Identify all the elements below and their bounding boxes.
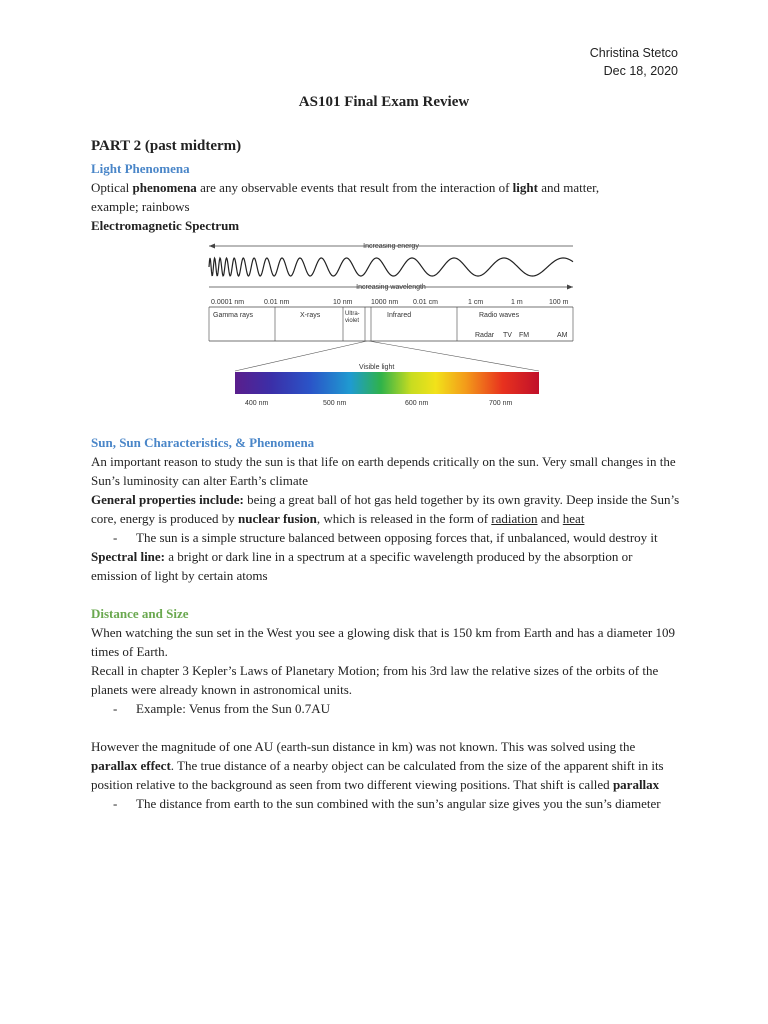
scale-label-8: 100 m — [549, 299, 569, 306]
part-heading: PART 2 (past midterm) — [91, 138, 242, 154]
energy-arrow-head — [209, 244, 215, 249]
distance-paragraph-1: When watching the sun set in the West you see a glowing disk that is 150 km from Earth and has a diameter 109 times of Earth. — [91, 625, 675, 659]
scale-label-3: 10 nm — [333, 299, 353, 306]
author-name: Christina Stetco — [589, 46, 678, 60]
document-title: AS101 Final Exam Review — [298, 94, 470, 110]
sun-bullet — [113, 528, 681, 547]
visible-tick-700: 700 nm — [489, 400, 513, 407]
light-phenomena-heading: Light Phenomena — [91, 161, 190, 176]
bullet-dash: - — [113, 701, 118, 716]
scale-label-5: 0.01 cm — [413, 299, 438, 306]
sun-heading: Sun, Sun Characteristics, & Phenomena — [91, 435, 315, 450]
general-properties-paragraph: General properties include: being a great ball of hot gas held together by its own gravity. Deep inside the Sun’s core, energy is produced by nuclear fusion, which is released in the form of radiation and heat — [91, 492, 680, 526]
visible-tick-500: 500 nm — [323, 400, 347, 407]
radio-tv: TV — [503, 332, 512, 339]
wavelength-label: Increasing wavelength — [356, 284, 426, 291]
diameter-bullet-text: The distance from earth to the sun combined with the sun’s angular size gives you the sun’s diameter — [136, 796, 661, 811]
visible-zoom-right — [369, 341, 539, 371]
document-body — [91, 137, 681, 813]
bullet-dash: - — [113, 530, 118, 545]
radio-radar: Radar — [475, 332, 495, 339]
document-date: Dec 18, 2020 — [603, 64, 678, 78]
visible-tick-400: 400 nm — [245, 400, 269, 407]
band-radio: Radio waves — [479, 312, 520, 319]
visible-spectrum-bar — [235, 372, 539, 394]
energy-label: Increasing energy — [363, 243, 419, 250]
scale-label-4: 1000 nm — [371, 299, 399, 306]
band-ultraviolet-1: Ultra- — [345, 311, 360, 317]
sun-bullet-text: The sun is a simple structure balanced between opposing forces that, if unbalanced, would destroy it — [136, 530, 658, 545]
distance-size-heading: Distance and Size — [91, 606, 189, 621]
radio-fm: FM — [519, 332, 530, 339]
band-ultraviolet-2: violet — [345, 318, 360, 324]
wave-curve — [209, 258, 573, 276]
scale-label-6: 1 cm — [468, 299, 484, 306]
band-infrared: Infrared — [387, 312, 412, 319]
scale-label-1: 0.0001 nm — [211, 299, 245, 306]
band-gamma: Gamma rays — [213, 312, 254, 319]
em-spectrum-figure — [91, 235, 681, 433]
band-xrays: X-rays — [300, 312, 321, 319]
wavelength-arrow-head — [567, 285, 573, 290]
light-paragraph: Optical phenomena are any observable events that result from the interaction of light and matter, example; rainbows — [91, 180, 600, 214]
spectral-line-paragraph: Spectral line: a bright or dark line in a spectrum at a specific wavelength produced by the absorption or emission of light by certain atoms — [91, 549, 633, 583]
venus-bullet — [113, 699, 681, 718]
visible-zoom-left — [235, 341, 367, 371]
parallax-paragraph: However the magnitude of one AU (earth-sun distance in km) was not known. This was solved using the parallax effect. The true distance of a nearby object can be calculated from the size of the apparent shift in its position relative to the background as seen from two different viewing positions. That shift is called parallax — [91, 739, 664, 792]
scale-label-2: 0.01 nm — [264, 299, 290, 306]
visible-tick-600: 600 nm — [405, 400, 429, 407]
diameter-bullet — [113, 794, 681, 813]
em-spectrum-heading: Electromagnetic Spectrum — [91, 218, 240, 233]
radio-am: AM — [557, 332, 568, 339]
distance-paragraph-2: Recall in chapter 3 Kepler’s Laws of Planetary Motion; from his 3rd law the relative sizes of the orbits of the planets were already known in astronomical units. — [91, 663, 659, 697]
document-header — [590, 44, 678, 80]
sun-paragraph: An important reason to study the sun is that life on earth depends critically on the sun. Very small changes in the Sun’s luminosity can alter Earth’s climate — [91, 454, 676, 488]
venus-bullet-text: Example: Venus from the Sun 0.7AU — [136, 701, 331, 716]
scale-label-7: 1 m — [511, 299, 523, 306]
em-spectrum-diagram — [205, 243, 577, 423]
visible-label: Visible light — [359, 364, 395, 371]
bullet-dash: - — [113, 796, 118, 811]
